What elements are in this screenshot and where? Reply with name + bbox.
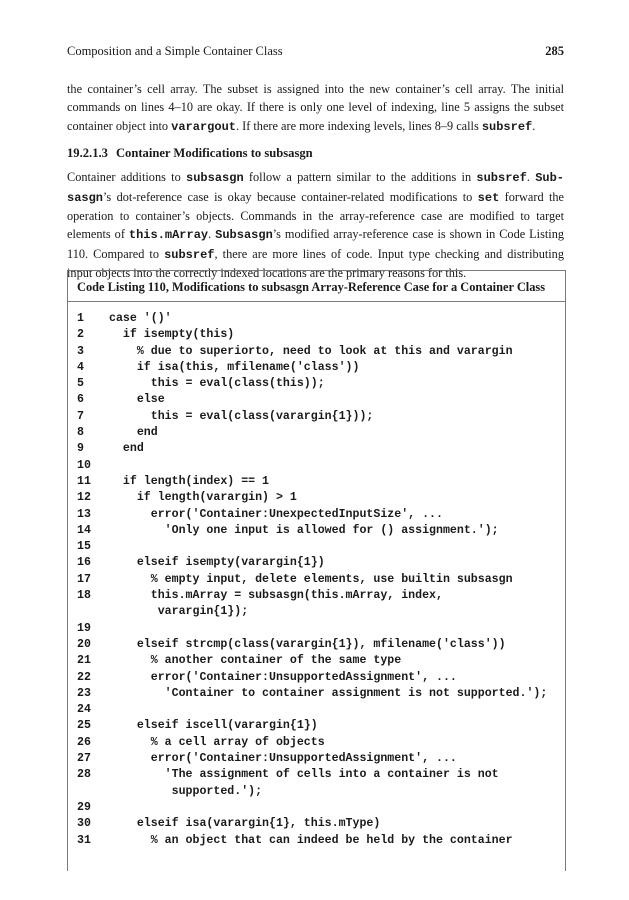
line-number: 6 xyxy=(77,393,84,407)
code-text: varargin{1}); xyxy=(109,605,249,619)
code-term: Sub-sasgn xyxy=(67,171,564,205)
code-term: subsref xyxy=(481,119,533,134)
code-text: this.mArray = subsasgn(this.mArray, index, xyxy=(109,589,443,603)
code-line xyxy=(77,621,557,637)
text-run: the container’s cell array. The subset is assigned into the new container’s cell array. The initial commands on lines 4–10 are okay. If there is only one level of indexing, line 5 assigns the subset container object into xyxy=(67,82,564,133)
code-text: elseif strcmp(class(varargin{1}), mfilename('class')) xyxy=(109,637,506,651)
code-text: if length(varargin) > 1 xyxy=(109,491,297,505)
code-line xyxy=(77,686,557,702)
code-text: 'Container to container assignment is not supported.'); xyxy=(109,686,548,700)
line-number: 15 xyxy=(77,540,91,554)
code-text: % empty input, delete elements, use builtin subsasgn xyxy=(109,572,513,586)
text-run: . If there are more indexing levels, lines 8–9 calls xyxy=(235,118,482,133)
code-text: if isa(this, mfilename('class')) xyxy=(109,360,360,374)
line-number: 4 xyxy=(77,360,84,374)
code-text: this = eval(class(varargin{1})); xyxy=(109,409,374,423)
code-line xyxy=(77,441,557,457)
code-term: subsref xyxy=(164,247,215,262)
line-number: 7 xyxy=(77,409,84,423)
line-number: 12 xyxy=(77,491,91,505)
code-line xyxy=(77,409,557,425)
code-line xyxy=(77,376,557,392)
line-number: 31 xyxy=(77,833,91,847)
line-number: 13 xyxy=(77,507,91,521)
code-line xyxy=(77,784,557,800)
line-number: 28 xyxy=(77,768,91,782)
line-number: 17 xyxy=(77,572,91,586)
code-line xyxy=(77,637,557,653)
code-line xyxy=(77,767,557,783)
line-number: 26 xyxy=(77,735,91,749)
code-line xyxy=(77,360,557,376)
code-term: Subsasgn xyxy=(215,228,273,243)
code-line xyxy=(77,507,557,523)
text-run: Container additions to xyxy=(67,170,187,185)
code-text: this = eval(class(this)); xyxy=(109,377,325,391)
line-number: 24 xyxy=(77,703,91,717)
code-term: set xyxy=(477,190,500,205)
line-number: 30 xyxy=(77,817,91,831)
intro-paragraph xyxy=(67,80,564,136)
line-number: 5 xyxy=(77,377,84,391)
code-text: elseif isempty(varargin{1}) xyxy=(109,556,325,570)
code-line xyxy=(77,425,557,441)
line-number: 2 xyxy=(77,328,84,342)
text-run: , there are more lines of code. Input type checking and distributing input objects into the correctly indexed locations are the primary reasons for this. xyxy=(67,246,564,281)
page-header xyxy=(67,44,564,64)
line-number: 22 xyxy=(77,670,91,684)
code-text: else xyxy=(109,393,165,407)
code-text: if length(index) == 1 xyxy=(109,474,270,488)
code-text: % a cell array of objects xyxy=(109,735,325,749)
code-line xyxy=(77,735,557,751)
line-number: 18 xyxy=(77,589,91,603)
code-term: this.mArray xyxy=(128,228,209,243)
code-line xyxy=(77,800,557,816)
code-text: 'Only one input is allowed for () assignment.'); xyxy=(109,523,499,537)
text-run: . xyxy=(526,170,536,185)
section-paragraph xyxy=(67,168,564,282)
code-line xyxy=(77,474,557,490)
section-heading xyxy=(67,146,564,161)
code-text: end xyxy=(109,426,158,440)
code-text: supported.'); xyxy=(109,784,263,798)
line-number: 8 xyxy=(77,426,84,440)
page-number: 285 xyxy=(545,44,564,58)
code-text: elseif iscell(varargin{1}) xyxy=(109,719,318,733)
line-number: 25 xyxy=(77,719,91,733)
code-term: subsasgn xyxy=(186,171,244,186)
line-number: 9 xyxy=(77,442,84,456)
section-number: 19.2.1.3 xyxy=(67,146,108,161)
code-line xyxy=(77,555,557,571)
running-title: Composition and a Simple Container Class xyxy=(67,44,283,58)
code-term: subsref xyxy=(476,171,527,186)
code-listing xyxy=(67,270,566,871)
line-number: 14 xyxy=(77,523,91,537)
code-line xyxy=(77,702,557,718)
line-number: 1 xyxy=(77,312,84,325)
code-text: % due to superiorto, need to look at this and varargin xyxy=(109,344,513,358)
code-text: 'The assignment of cells into a container is not xyxy=(109,768,499,782)
line-number: 29 xyxy=(77,800,91,814)
code-text: % an object that can indeed be held by the container xyxy=(109,833,513,847)
line-number: 27 xyxy=(77,752,91,766)
text-run: follow a pattern similar to the additions in xyxy=(243,170,477,185)
code-block xyxy=(77,311,557,849)
listing-caption: Code Listing 110, Modifications to subsasgn Array-Reference Case for a Container Class xyxy=(77,280,546,294)
text-run: forward the operation to container’s objects. Commands in the array-reference case are modified to target elements of xyxy=(67,189,565,242)
line-number: 11 xyxy=(77,474,91,488)
line-number: 19 xyxy=(77,621,91,635)
code-line xyxy=(77,458,557,474)
line-number: 23 xyxy=(77,686,91,700)
line-number: 10 xyxy=(77,458,91,472)
section-title: Container Modifications to subsasgn xyxy=(115,146,313,161)
code-text: error('Container:UnsupportedAssignment', ... xyxy=(109,670,457,684)
code-text: error('Container:UnexpectedInputSize', ... xyxy=(109,507,443,521)
code-line xyxy=(77,523,557,539)
code-line xyxy=(77,327,557,343)
code-line xyxy=(77,490,557,506)
code-line xyxy=(77,751,557,767)
code-text: % another container of the same type xyxy=(109,654,402,668)
text-run: . xyxy=(532,118,536,133)
code-line xyxy=(77,311,557,327)
code-line xyxy=(77,604,557,620)
body-text xyxy=(67,80,564,283)
code-line xyxy=(77,572,557,588)
code-text: if isempty(this) xyxy=(109,328,235,342)
code-text: error('Container:UnsupportedAssignment', ... xyxy=(109,752,457,766)
code-term: varargout xyxy=(171,119,236,134)
code-line xyxy=(77,653,557,669)
code-line xyxy=(77,539,557,555)
text-run: ’s dot-reference case is okay because container-related modifications to xyxy=(103,189,478,204)
code-line xyxy=(77,392,557,408)
line-number: 3 xyxy=(77,344,84,358)
code-line xyxy=(77,718,557,734)
code-text: elseif isa(varargin{1}, this.mType) xyxy=(109,817,381,831)
code-line xyxy=(77,816,557,832)
code-text: case '()' xyxy=(109,312,172,325)
line-number: 20 xyxy=(77,637,91,651)
caption-divider xyxy=(68,301,565,302)
line-number: 16 xyxy=(77,556,91,570)
text-run: . xyxy=(208,227,216,242)
code-line xyxy=(77,588,557,604)
code-line xyxy=(77,670,557,686)
text-run: ’s modified array-reference case is shown in Code Listing 110. Compared to xyxy=(67,227,564,261)
code-line xyxy=(77,344,557,360)
code-line xyxy=(77,833,557,849)
line-number: 21 xyxy=(77,654,91,668)
code-text: end xyxy=(109,442,144,456)
